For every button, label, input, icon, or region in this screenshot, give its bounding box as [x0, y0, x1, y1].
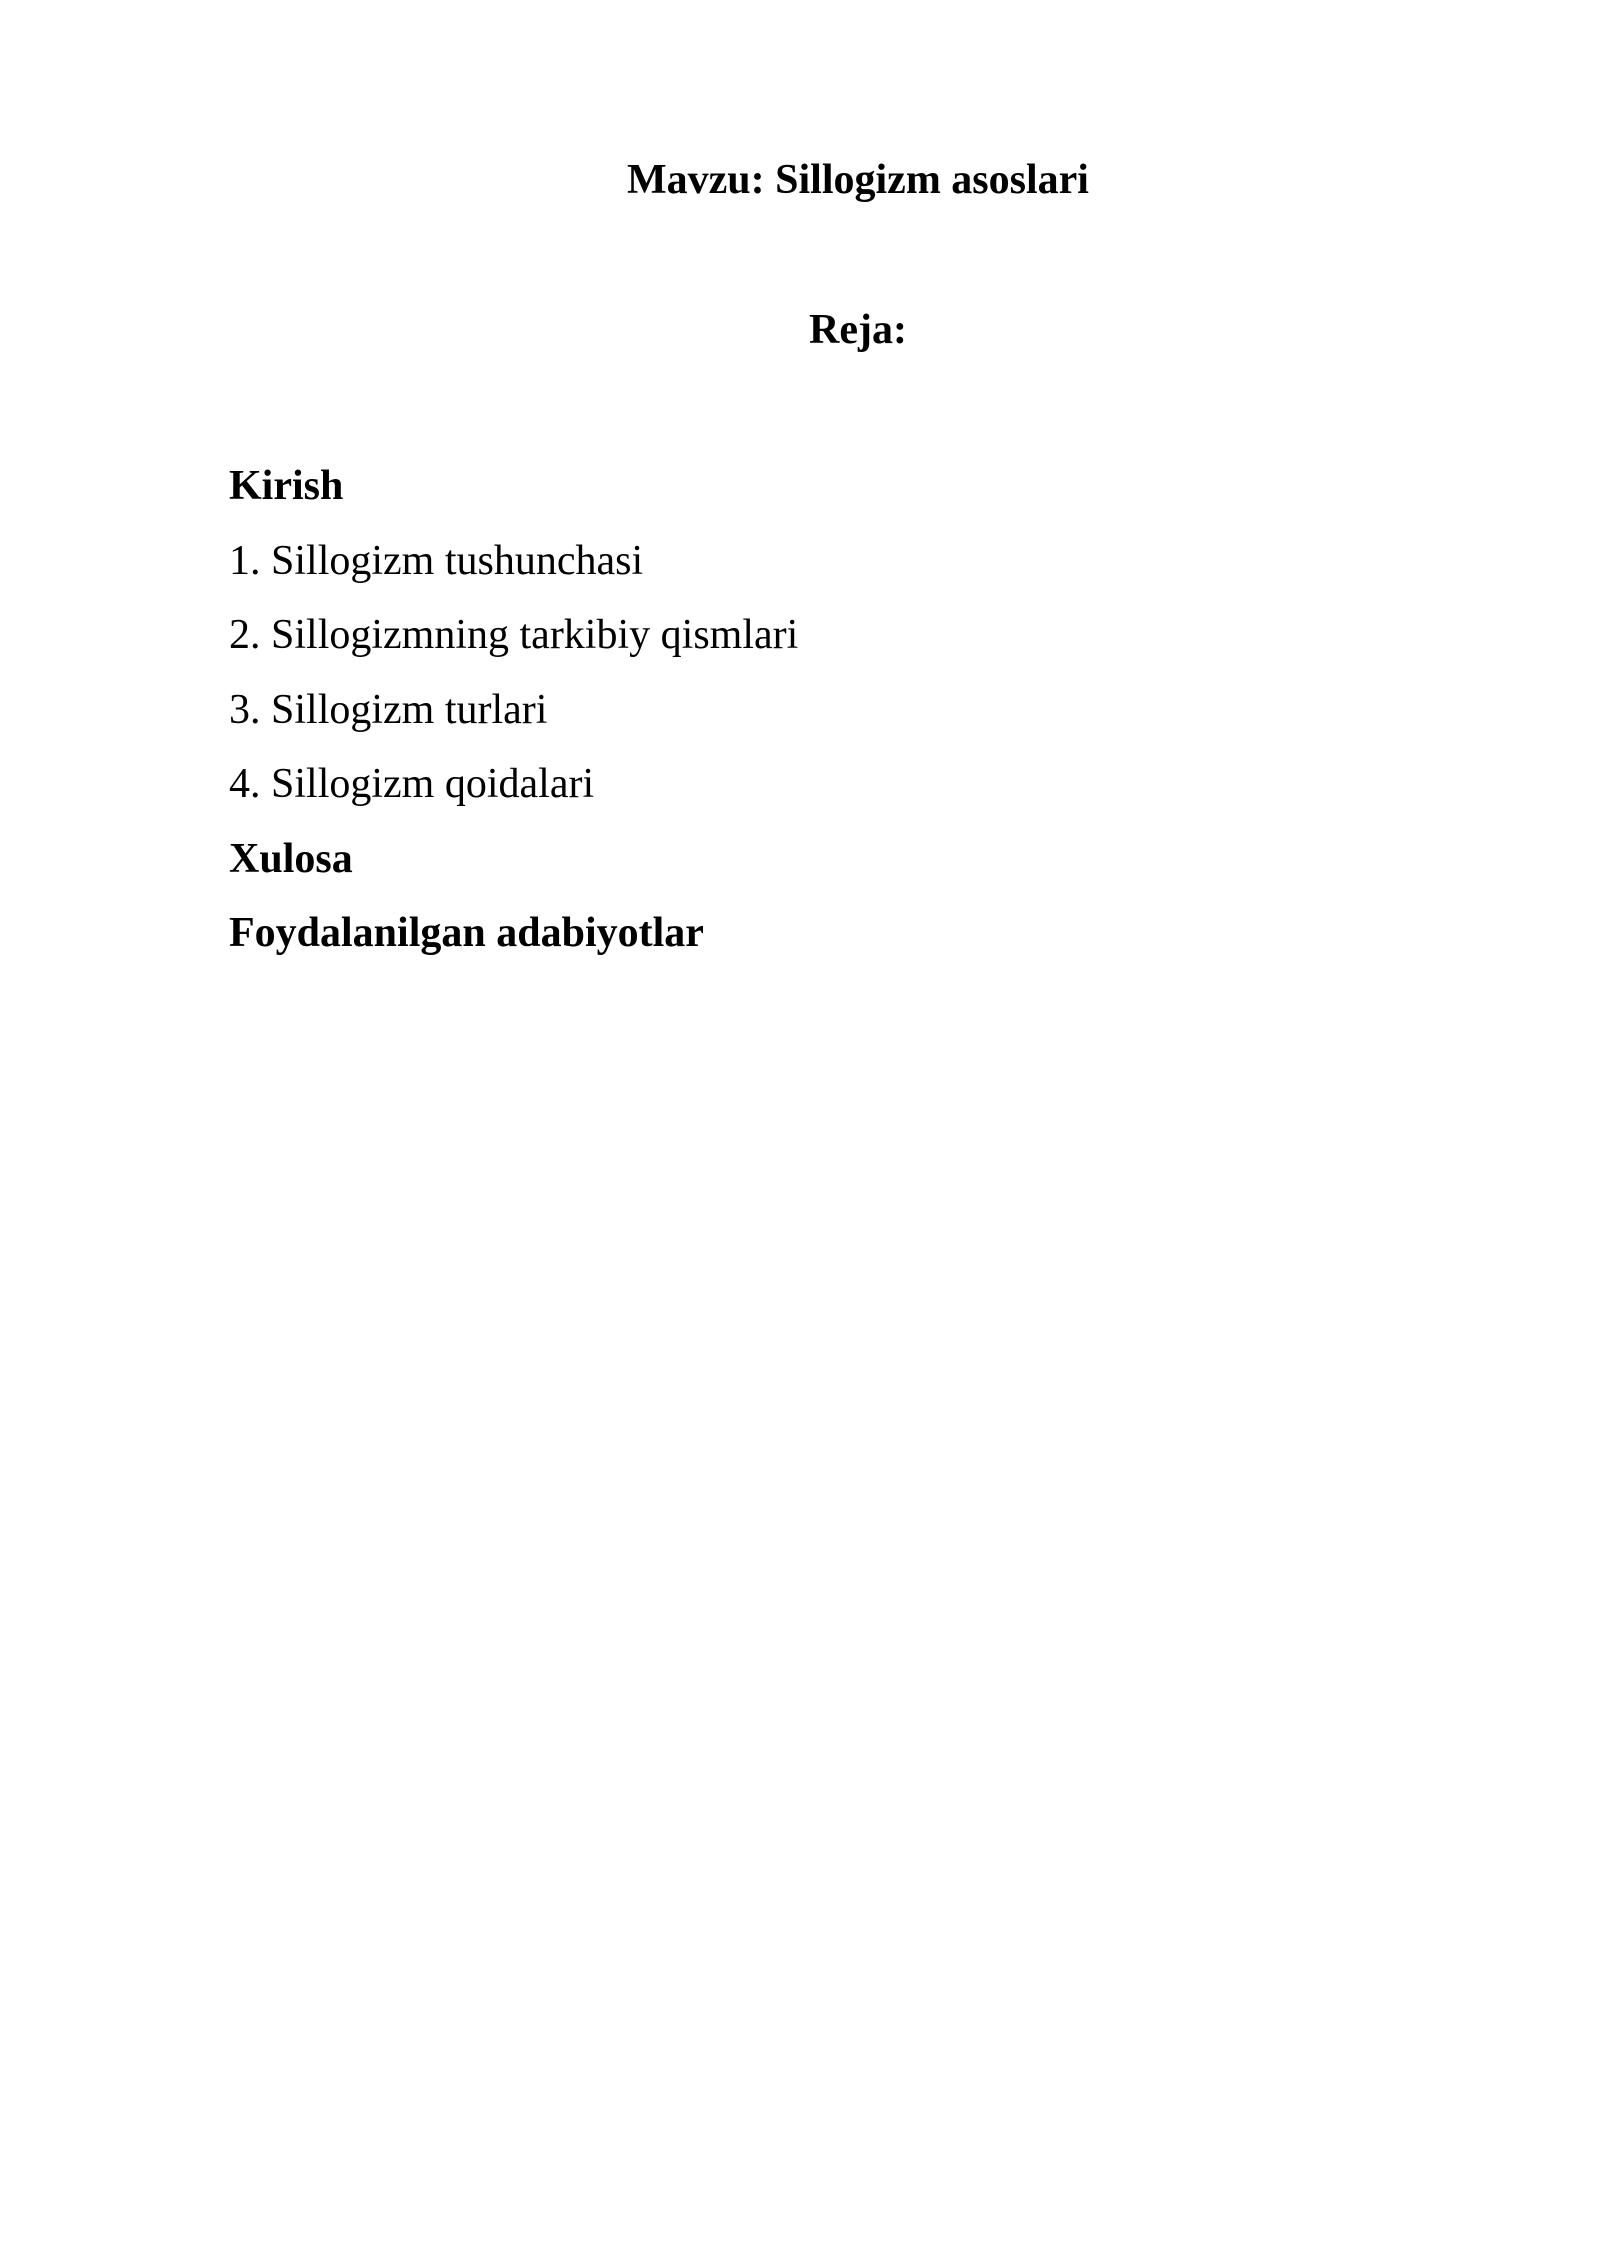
- document-title: Mavzu: Sillogizm asoslari: [627, 157, 1089, 203]
- outline-item-3: 3. Sillogizm turlari: [229, 686, 548, 733]
- outline-item-references: Foydalanilgan adabiyotlar: [229, 910, 704, 956]
- plan-outline: [229, 449, 798, 971]
- outline-item-intro: Kirish: [229, 463, 344, 509]
- plan-heading: Reja:: [809, 307, 907, 353]
- outline-item-conclusion: Xulosa: [229, 835, 353, 882]
- outline-item-4: 4. Sillogizm qoidalari: [229, 761, 595, 807]
- outline-item-1: 1. Sillogizm tushunchasi: [229, 537, 644, 584]
- outline-item-2: 2. Sillogizmning tarkibiy qismlari: [229, 612, 799, 658]
